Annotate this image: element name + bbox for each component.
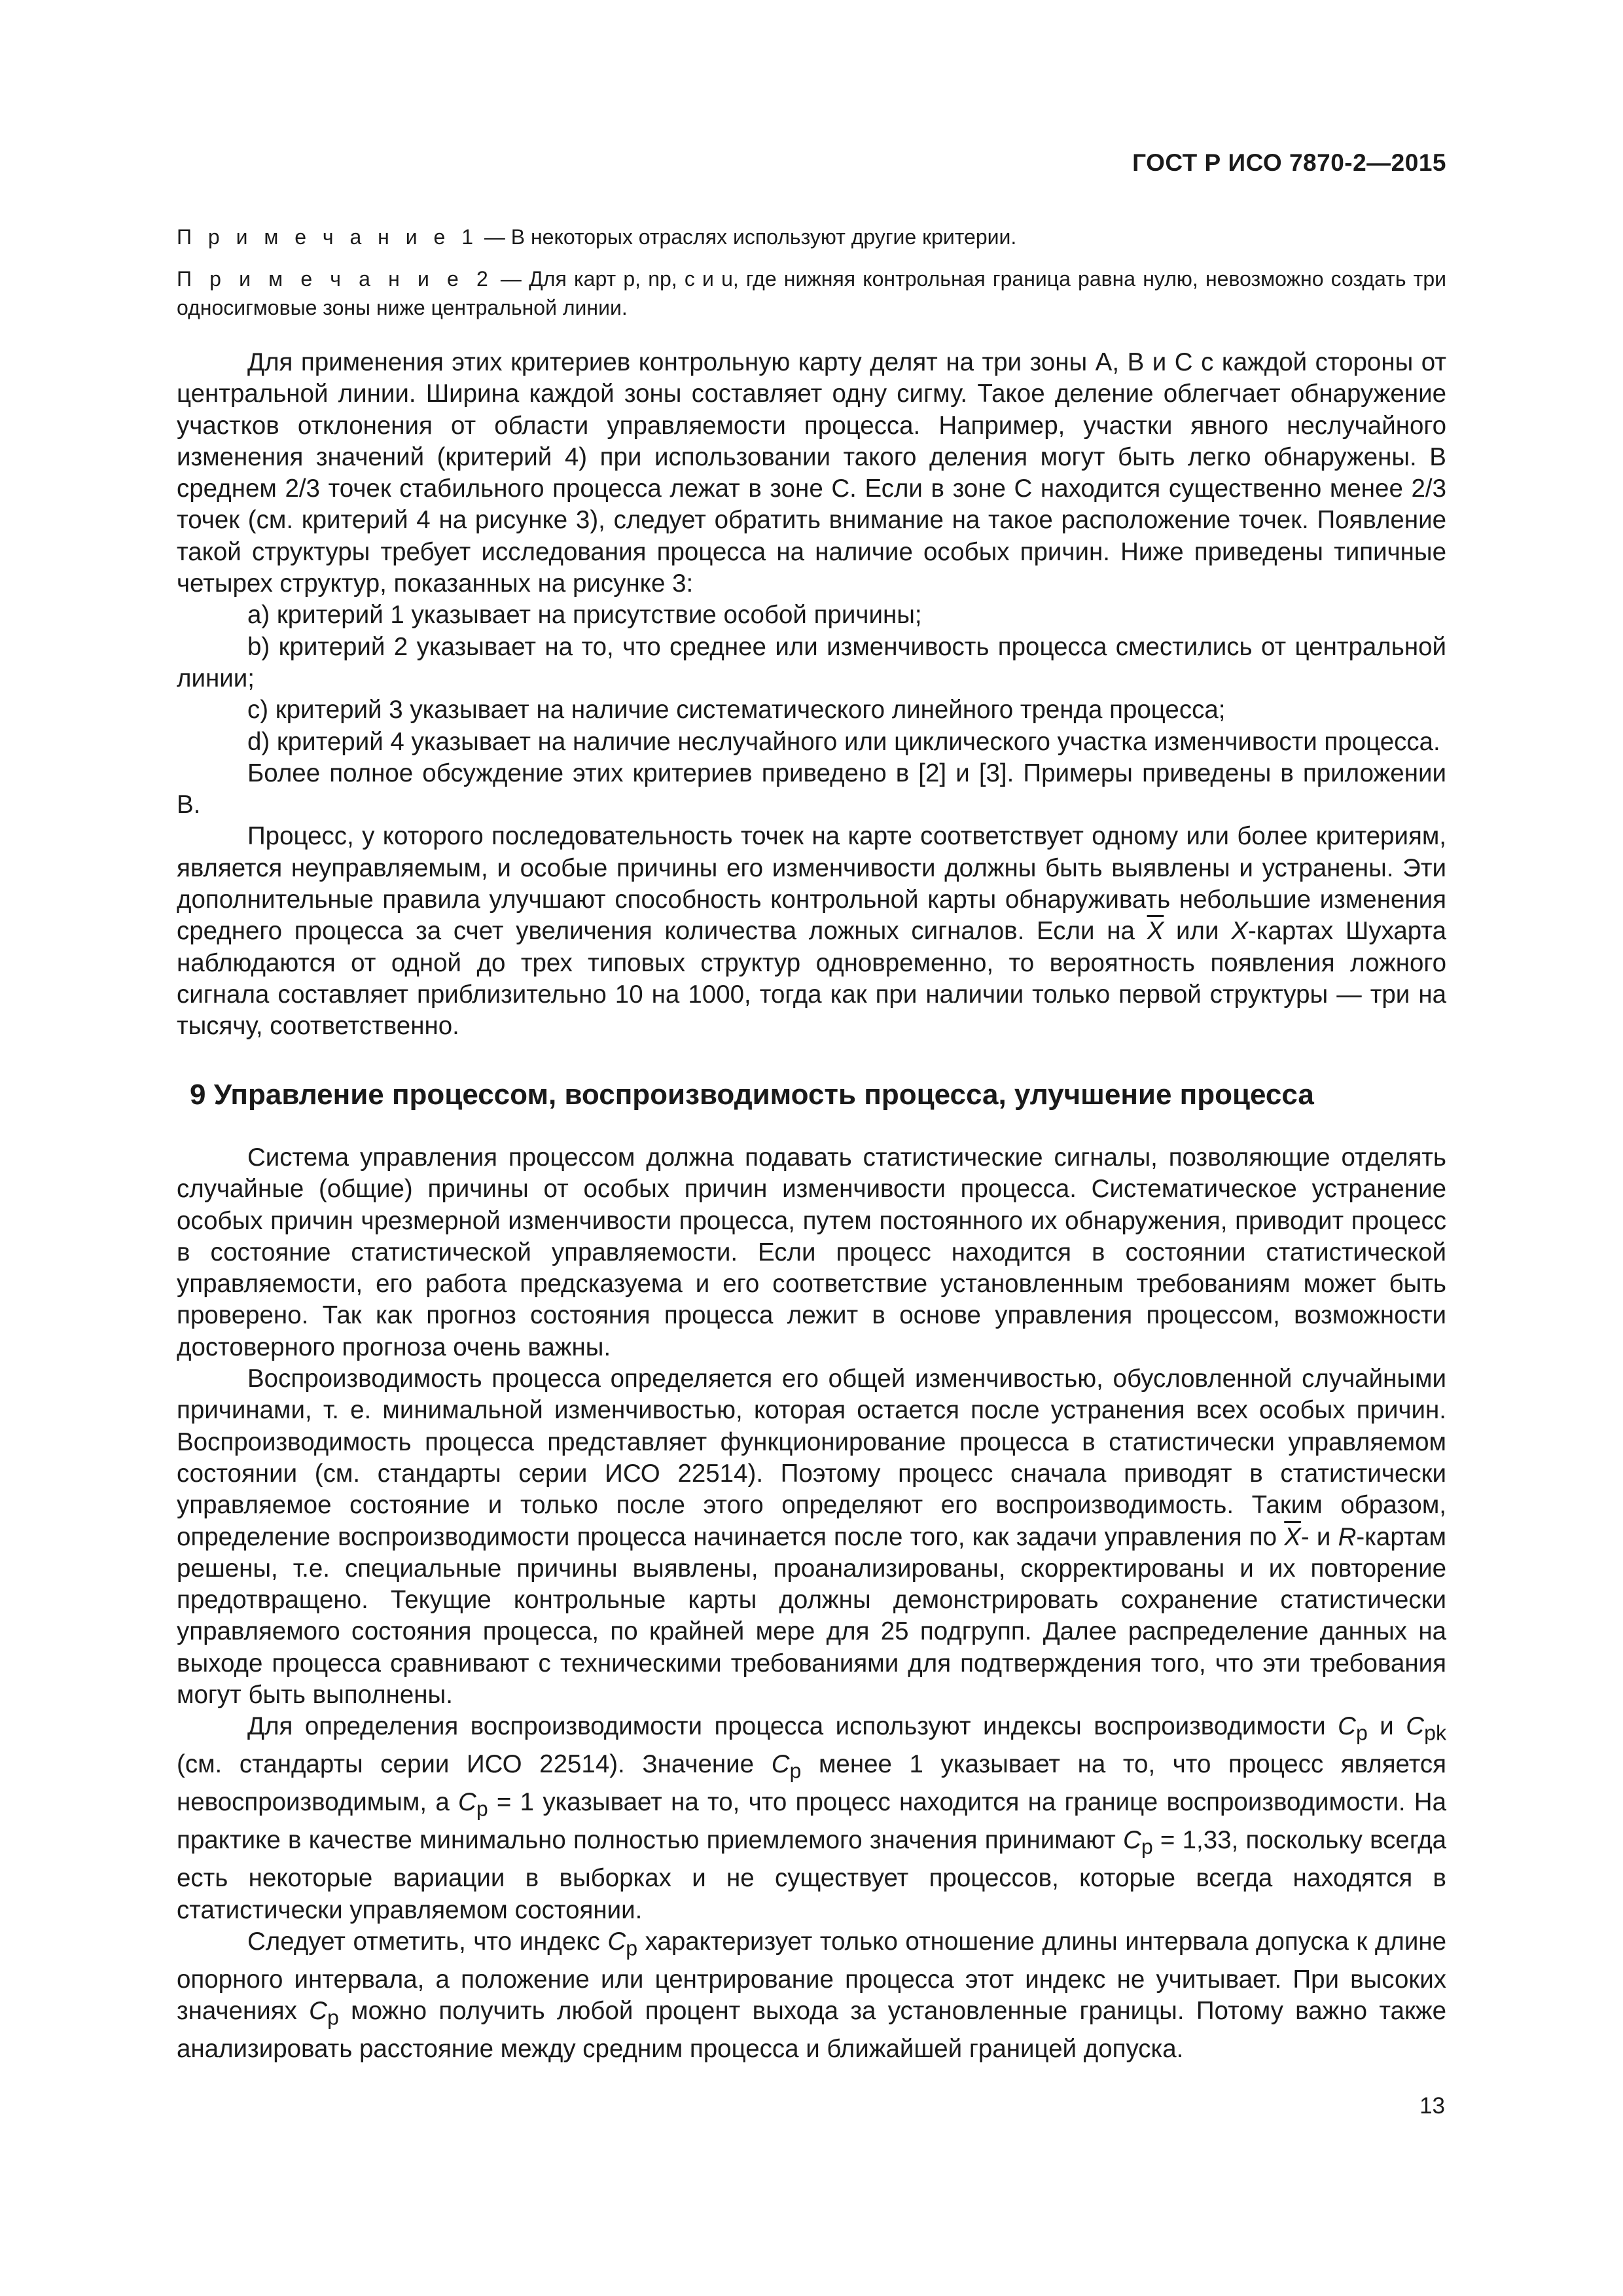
section-8-body [177,347,1446,1043]
text-run: = 1,33, поскольку всегда есть некоторые вариации в выборках и не существует процессов, которые всегда находятся в статистически управляемом состоянии. [177,1826,1447,1924]
x-bar-symbol: $\overline{X}$ [1284,1522,1301,1551]
x-bar-symbol: $\overline{X}$ [1147,917,1164,946]
text-run: Для определения воспроизводимости процесса используют индексы воспроизводимости [247,1712,1338,1741]
text-run: -картам решены, т.е. специальные причины выявлены, проанализированы, скорректированы и их повторение предотвращено. Текущие контрольные карты должны демонстрировать сохранение статистически управляемого состояния процесса, по крайней мере для 25 подгрупп. Далее распределение данных на выходе процесса сравнивают с техническими требованиями для подтверждения того, что эти требования могут быть выполнены. [177,1522,1446,1710]
paragraph-control-system: Система управления процессом должна подавать статистические сигналы, позволяющие отделять случайные (общие) причины от особых причин изменчивости процесса. Систематическое устранение особых причин чрезмерной изменчивости процесса, путем постоянного их обнаружения, приводит процесс в состояние статистической управляемости. Если процесс находится в состоянии статистической управляемости, его работа предсказуема и его соответствие установленным требованиям может быть проверено. Так как прогноз состояния процесса лежит в основе управления процессом, возможности достоверного прогноза очень важны. [177,1143,1446,1361]
paragraph-uncontrolled [177,821,1446,1042]
cp-symbol [772,1750,790,1778]
section-9-heading: 9 Управление процессом, воспроизводимость процесса, улучшение процесса [190,1079,1314,1111]
c-letter: C [309,1997,327,2026]
text-run: Воспроизводимость процесса определяется его общей изменчивостью, обусловленной случайными причинами, т. е. минимальной изменчивостью, которая остается после устранения всех особых причин. Воспроизводимость процесса представляет функционирование процесса в статистически управляемом состоянии (см. стандарты серии ИСО 22514). Поэтому процесс сначала приводят в статистически управляемое состояние и только после этого определяют его воспроизводимость. Таким образом, определение воспроизводимости процесса начинается после того, как задачи управления по [177,1365,1446,1551]
cp-symbol [607,1928,626,1956]
text-run: характеризует только отношение длины интервала допуска к длине опорного интервала, а положение или центрирование процесса этот индекс не учитывает. При высоких значениях [177,1927,1446,2026]
page-number: 13 [1419,2093,1445,2119]
text-run: менее 1 указывает на то, что процесс является невоспроизводимым, а [177,1750,1446,1817]
paragraph-reproducibility [177,1363,1446,1711]
text-run: - и [1300,1522,1338,1551]
subscript-p: p [476,1797,488,1821]
cpk-symbol [1406,1712,1424,1740]
text-run: можно получить любой процент выхода за установленные границы. Потому важно также анализировать расстояние между средним процесса и ближайшей границей допуска. [177,1997,1446,2064]
text-run: Процесс, у которого последовательность точек на карте соответствует одному или более критериям, является неуправляемым, и особые причины его изменчивости должны быть выявлены и устранены. Эти дополнительные правила улучшают способность контрольной карты обнаруживать небольшие изменения среднего процесса за счет увеличения количества ложных сигналов. Если на [177,822,1446,946]
note-1 [177,223,1446,251]
subscript-p: p [1141,1835,1153,1859]
subscript-pk: pk [1424,1721,1446,1746]
note-1-text: — В некоторых отраслях используют другие критерии. [478,225,1017,249]
section-9-body [177,1142,1446,2065]
text-run: и [1367,1712,1406,1741]
text-run: = 1 указывает на то, что процесс находится на границе воспроизводимости. На практике в качестве минимально полностью приемлемого значения принимают [177,1788,1446,1855]
paragraph-indices [177,1711,1446,1926]
paragraph-zones: Для применения этих критериев контрольную карту делят на три зоны А, В и С с каждой стороны от центральной линии. Ширина каждой зоны составляет одну сигму. Такое деление облегчает обнаружение участков отклонения от области управляемости процесса. Например, участки явного неслучайного изменения значений (критерий 4) при использовании такого деления могут быть легко обнаружены. В среднем 2/3 точек стабильного процесса лежат в зоне С. Если в зоне С находится существенно менее 2/3 точек (см. критерий 4 на рисунке 3), следует обратить внимание на такое расположение точек. Появление такой структуры требует исследования процесса на наличие особых причин. Ниже приведены типичные четырех структур, показанных на рисунке 3: [177,348,1446,598]
text-run: (см. стандарты серии ИСО 22514). Значение [177,1750,772,1779]
subscript-p: p [1355,1721,1368,1746]
paragraph-discussion: Более полное обсуждение этих критериев приведено в [2] и [3]. Примеры приведены в приложении В. [177,759,1446,819]
list-item-b: b) критерий 2 указывает на то, что среднее или изменчивость процесса сместились от центральной линии; [177,632,1446,692]
paragraph-cp-note [177,1926,1446,2066]
text-run: -картах Шухарта наблюдаются от одной до трех типовых структур одновременно, то вероятность появления ложного сигнала составляет приблизительно 10 на 1000, тогда как при наличии только первой структуры — три на тысячу, соответственно. [177,917,1446,1041]
text-run: или [1164,917,1232,946]
c-letter: C [607,1927,626,1956]
c-letter: C [771,1750,790,1779]
list-item-d: d) критерий 4 указывает на наличие неслучайного или циклического участка изменчивости процесса. [247,727,1440,756]
cp-symbol [458,1788,476,1816]
c-letter: C [1123,1826,1141,1855]
list-item-a: a) критерий 1 указывает на присутствие особой причины; [247,601,922,630]
cp-symbol [1338,1712,1356,1740]
standard-header: ГОСТ Р ИСО 7870-2—2015 [1132,149,1446,176]
list-item-c: c) критерий 3 указывает на наличие систематического линейного тренда процесса; [247,696,1226,725]
cp-symbol [309,1997,327,2025]
note-2-text: — Для карт p, np, c и u, где нижняя контрольная граница равна нулю, невозможно создать три односигмовые зоны ниже центральной линии. [177,267,1447,319]
c-letter: C [458,1788,476,1817]
c-letter: C [1338,1712,1356,1741]
notes-block [177,223,1446,335]
cp-symbol [1123,1826,1141,1854]
x-symbol: X [1231,917,1248,946]
note-2 [177,264,1446,322]
subscript-p: p [327,2005,339,2030]
note-1-label: П р и м е ч а н и е 1 [177,225,478,249]
subscript-p: p [789,1759,802,1784]
subscript-p: p [626,1936,638,1960]
c-letter: C [1406,1712,1425,1741]
text-run: Следует отметить, что индекс [247,1927,608,1956]
r-symbol: R [1338,1522,1357,1551]
note-2-label: П р и м е ч а н и е 2 [177,267,493,291]
